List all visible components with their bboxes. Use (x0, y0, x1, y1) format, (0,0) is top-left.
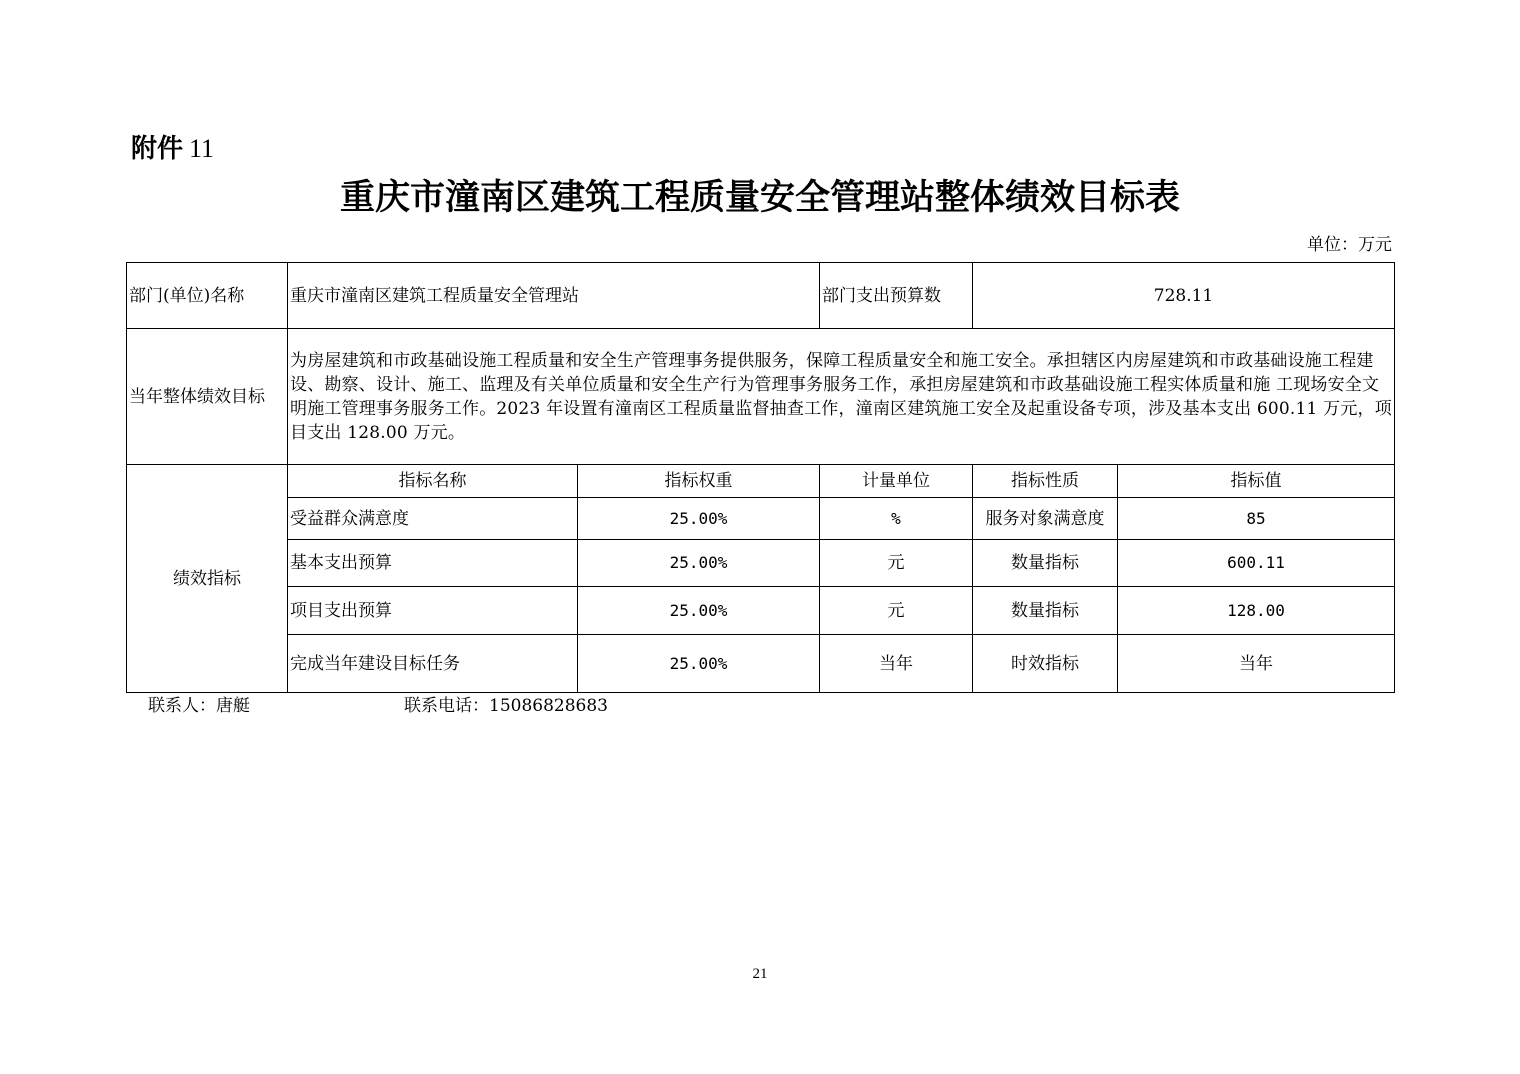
attachment-text: 附件 (131, 134, 184, 164)
indicator-weight: 25.00% (578, 587, 820, 635)
page-number: 21 (752, 966, 768, 982)
indicator-name: 完成当年建设目标任务 (288, 635, 578, 693)
dept-name-cell: 重庆市潼南区建筑工程质量安全管理站 (288, 263, 820, 329)
column-header: 指标性质 (973, 465, 1118, 498)
indicator-header-row (127, 465, 1395, 498)
indicator-unit: 元 (820, 540, 973, 587)
indicator-unit: 元 (820, 587, 973, 635)
budget-label-cell: 部门支出预算数 (820, 263, 973, 329)
goal-text-cell: 为房屋建筑和市政基础设施工程质量和安全生产管理事务提供服务，保障工程质量安全和施工安全。承担辖区内房屋建筑和市政基础设施工程建设、勘察、设计、施工、监理及有关单位质量和安全生产行为管理事务服务工作，承担房屋建筑和市政基础设施工程实体质量和施 工现场安全文明施工管理事务服务工作。2023 年设置有潼南区工程质量监督抽查工作，潼南区建筑施工安全及起重设备专项，涉及基本支出 600.11 万元，项目支出 128.00 万元。 (288, 329, 1395, 465)
contact-person: 联系人：唐艇 (148, 696, 250, 716)
indicator-weight: 25.00% (578, 540, 820, 587)
indicator-unit: % (820, 498, 973, 540)
attachment-number: 11 (189, 134, 215, 163)
indicator-value: 128.00 (1118, 587, 1395, 635)
table-row (127, 498, 1395, 540)
unit-label: 单位：万元 (1307, 235, 1392, 255)
goal-label-cell: 当年整体绩效目标 (127, 329, 288, 465)
column-header: 指标值 (1118, 465, 1395, 498)
indicator-weight: 25.00% (578, 635, 820, 693)
column-header: 指标名称 (288, 465, 578, 498)
indicator-weight: 25.00% (578, 498, 820, 540)
table-row (127, 635, 1395, 693)
indicator-unit: 当年 (820, 635, 973, 693)
indicator-nature: 数量指标 (973, 587, 1118, 635)
contact-phone: 联系电话：15086828683 (404, 696, 608, 716)
budget-value-cell: 728.11 (973, 263, 1395, 329)
column-header: 计量单位 (820, 465, 973, 498)
dept-label-cell: 部门(单位)名称 (127, 263, 288, 329)
document-title: 重庆市潼南区建筑工程质量安全管理站整体绩效目标表 (339, 177, 1180, 218)
indicator-name: 受益群众满意度 (288, 498, 578, 540)
indicator-name: 项目支出预算 (288, 587, 578, 635)
attachment-label (131, 132, 214, 166)
indicator-nature: 服务对象满意度 (973, 498, 1118, 540)
indicator-nature: 数量指标 (973, 540, 1118, 587)
performance-table (126, 262, 1395, 693)
indicator-value: 当年 (1118, 635, 1395, 693)
table-row (127, 540, 1395, 587)
table-row (127, 587, 1395, 635)
goal-row (127, 329, 1395, 465)
column-header: 指标权重 (578, 465, 820, 498)
indicator-name: 基本支出预算 (288, 540, 578, 587)
indicator-value: 85 (1118, 498, 1395, 540)
indicators-label-cell: 绩效指标 (127, 465, 288, 693)
dept-row (127, 263, 1395, 329)
indicator-value: 600.11 (1118, 540, 1395, 587)
indicator-nature: 时效指标 (973, 635, 1118, 693)
